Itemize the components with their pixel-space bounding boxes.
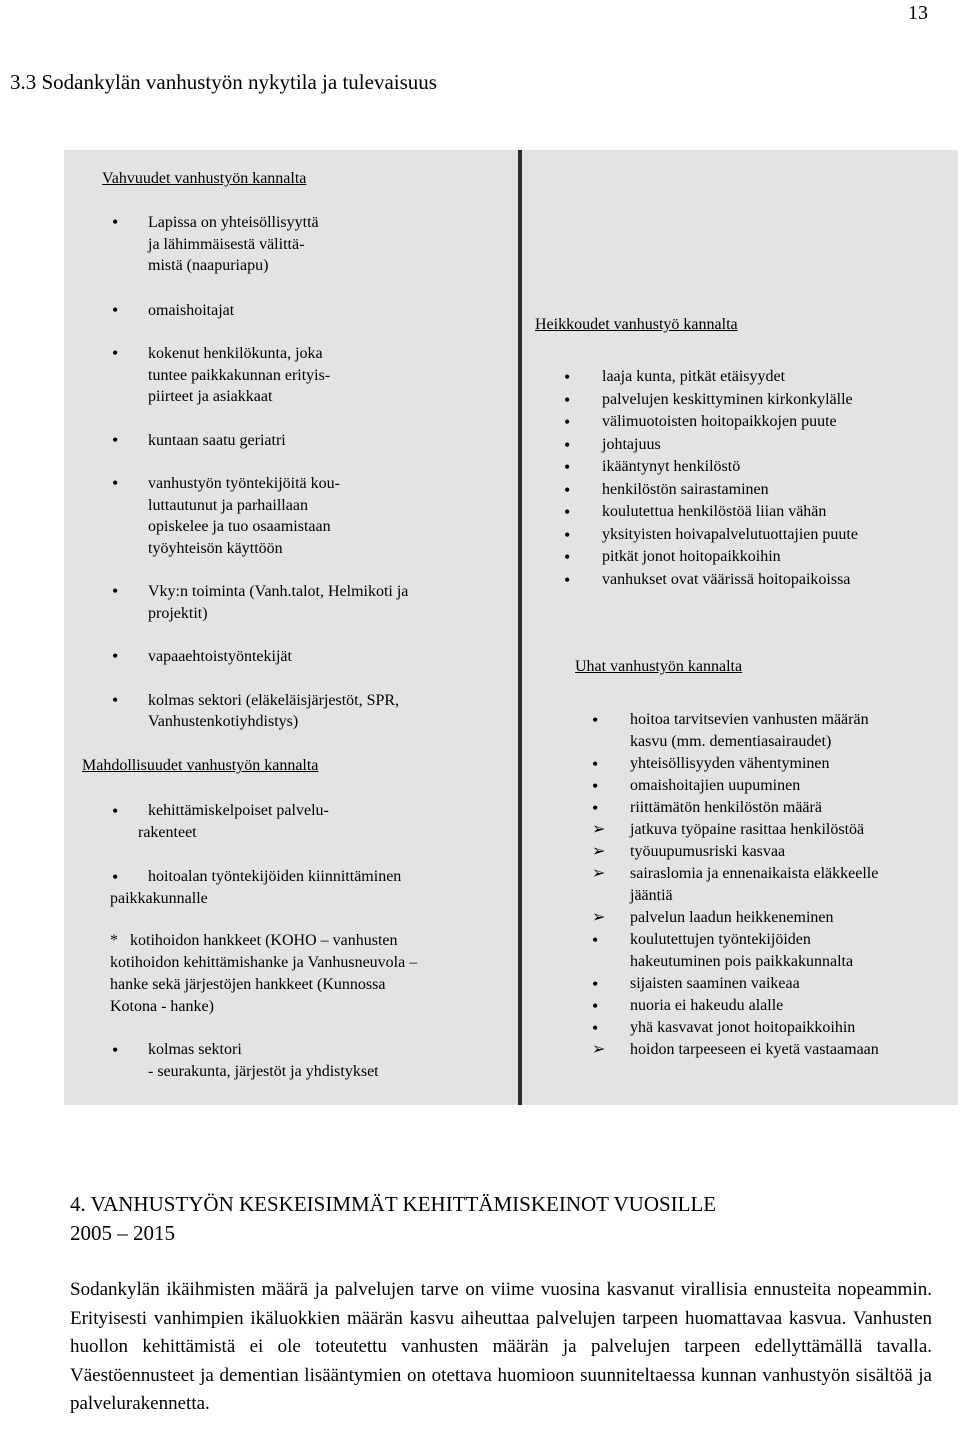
list-item-line: pitkät jonot hoitopaikkoihin xyxy=(602,548,781,565)
swot-divider xyxy=(518,150,522,1105)
list-item-line: tuntee paikkakunnan erityis- xyxy=(148,366,331,384)
opportunity-item-3 xyxy=(110,930,417,1018)
chapter-heading-line: 2005 – 2015 xyxy=(70,1221,175,1245)
opportunity-item-4 xyxy=(112,1039,379,1083)
list-item-line: mistä (naapuriapu) xyxy=(148,257,269,274)
list-item-line: laaja kunta, pitkät etäisyydet xyxy=(602,368,786,385)
list-item-line: ikääntynyt henkilöstö xyxy=(602,458,741,475)
bullet-icon: • xyxy=(112,801,119,821)
list-item xyxy=(592,841,950,863)
list-item-line: sairaslomia ja ennenaikaista eläkkeelle xyxy=(630,865,879,882)
bullet-icon: • xyxy=(564,479,571,500)
list-item xyxy=(592,819,950,841)
opportunity-line: Kotona - hanke) xyxy=(110,998,214,1015)
threats-title: Uhat vanhustyön kannalta xyxy=(575,658,743,675)
arrow-bullet-icon: ➢ xyxy=(592,1041,606,1058)
list-item xyxy=(564,479,942,502)
bullet-icon: • xyxy=(112,212,119,232)
list-item-line: vapaaehtoistyöntekijät xyxy=(148,648,292,665)
asterisk-marker: * xyxy=(110,932,118,949)
list-item-line: kolmas sektori (eläkeläisjärjestöt, SPR, xyxy=(148,691,400,709)
bullet-icon: • xyxy=(564,524,571,545)
opportunity-line: hoitoalan työntekijöiden kiinnittäminen xyxy=(148,868,402,885)
arrow-bullet-icon: ➢ xyxy=(592,843,606,860)
list-item xyxy=(592,1017,950,1039)
list-item xyxy=(112,646,498,668)
list-item-line: vanhukset ovat väärissä hoitopaikoissa xyxy=(602,570,851,588)
list-item xyxy=(564,501,942,524)
opportunity-item-1 xyxy=(112,800,329,844)
list-item xyxy=(112,473,498,559)
list-item-line: hakeutuminen pois paikkakunnalta xyxy=(630,953,854,970)
list-item xyxy=(112,343,498,408)
list-item-line: yhteisöllisyyden vähentyminen xyxy=(630,755,830,772)
list-item-line: projektit) xyxy=(148,604,208,622)
chapter-paragraph: Sodankylän ikäihmisten määrä ja palvelujen tarve on viime vuosina kasvanut virallisia ennusteita nopeammin. Erityisesti vanhimpien ikäluokkien määrän kasvu aiheuttaa palvelujen tarpeen huomattavaa kasvua. Vanhusten huollon kehittämistä ei ole toteutettu vanhusten määrän ja palvelujen tarpeen edellyttämällä tavalla. Väestöennusteet ja dementian lisääntymien on otettava huomioon suunniteltaessa kunnan vanhustyön sisältöä ja palvelurakennetta. xyxy=(70,1279,932,1414)
bullet-icon: • xyxy=(592,930,599,950)
list-item xyxy=(592,775,950,797)
list-item-line: opiskelee ja tuo osaamistaan xyxy=(148,518,331,535)
list-item-line: koulutettujen työntekijöiden xyxy=(630,931,811,948)
list-item xyxy=(564,456,942,479)
list-item-line: luttautunut ja parhaillaan xyxy=(148,496,308,514)
list-item-line: hoitoa tarvitsevien vanhusten määrän xyxy=(630,711,869,728)
list-item-line: palvelujen keskittyminen kirkonkylälle xyxy=(602,390,853,408)
list-item xyxy=(564,411,942,434)
bullet-icon: • xyxy=(592,974,599,994)
list-item xyxy=(112,299,498,322)
list-item xyxy=(112,581,498,624)
list-item xyxy=(564,546,942,569)
arrow-bullet-icon: ➢ xyxy=(592,865,606,882)
chapter-heading-line: 4. VANHUSTYÖN KESKEISIMMÄT KEHITTÄMISKEINOT VUOSILLE xyxy=(70,1192,717,1216)
opportunity-line: - seurakunta, järjestöt ja yhdistykset xyxy=(148,1063,379,1080)
opportunity-line: kehittämiskelpoiset palvelu- xyxy=(148,802,329,819)
list-item-line: kasvu (mm. dementiasairaudet) xyxy=(630,733,832,750)
list-item-line: omaishoitajien uupuminen xyxy=(630,777,801,794)
bullet-icon: • xyxy=(112,429,119,450)
list-item-line: sijaisten saaminen vaikeaa xyxy=(630,975,800,992)
opportunity-line: hanke sekä järjestöjen hankkeet (Kunnossa xyxy=(110,976,386,993)
list-item-line: kuntaan saatu geriatri xyxy=(148,431,286,449)
bullet-icon: • xyxy=(592,710,599,730)
bullet-icon: • xyxy=(592,996,599,1016)
opportunity-line: kolmas sektori xyxy=(148,1041,242,1058)
bullet-icon: • xyxy=(592,798,599,818)
bullet-icon: • xyxy=(564,434,571,455)
bullet-icon: • xyxy=(564,367,571,387)
bullet-icon: • xyxy=(564,547,571,567)
list-item-line: nuoria ei hakeudu alalle xyxy=(630,997,784,1014)
list-item-line: välimuotoisten hoitopaikkojen puute xyxy=(602,413,837,430)
threats-list xyxy=(592,709,950,1061)
list-item xyxy=(592,797,950,819)
list-item-line: johtajuus xyxy=(602,435,661,453)
opportunities-title: Mahdollisuudet vanhustyön kannalta xyxy=(82,757,319,774)
list-item xyxy=(112,429,498,452)
bullet-icon: • xyxy=(592,1018,599,1038)
arrow-bullet-icon: ➢ xyxy=(592,909,606,926)
list-item xyxy=(564,389,942,412)
weaknesses-title: Heikkoudet vanhustyö kannalta xyxy=(535,316,738,333)
list-item xyxy=(592,709,950,753)
list-item xyxy=(564,434,942,457)
bullet-icon: • xyxy=(112,343,119,363)
list-item-line: työuupumusriski kasvaa xyxy=(630,843,786,860)
list-item-line: jatkuva työpaine rasittaa henkilöstöä xyxy=(630,821,865,838)
bullet-icon: • xyxy=(112,581,119,601)
list-item-line: hoidon tarpeeseen ei kyetä vastaamaan xyxy=(630,1041,879,1058)
opportunity-item-2 xyxy=(110,866,401,910)
bullet-icon: • xyxy=(112,299,119,320)
list-item-line: Vky:n toiminta (Vanh.talot, Helmikoti ja xyxy=(148,583,409,600)
chapter-heading xyxy=(70,1190,932,1248)
bullet-icon: • xyxy=(564,502,571,522)
list-item-line: henkilöstön sairastaminen xyxy=(602,480,769,498)
list-item-line: Lapissa on yhteisöllisyyttä xyxy=(148,214,319,231)
bullet-icon: • xyxy=(564,457,571,477)
bullet-icon: • xyxy=(112,473,119,493)
list-item xyxy=(564,569,942,592)
list-item-line: piirteet ja asiakkaat xyxy=(148,388,273,405)
list-item-line: ja lähimmäisestä välittä- xyxy=(148,235,305,253)
bullet-icon: • xyxy=(112,867,119,887)
list-item xyxy=(592,973,950,995)
list-item-line: vanhustyön työntekijöitä kou- xyxy=(148,475,340,492)
list-item-line: työyhteisön käyttöön xyxy=(148,539,283,557)
list-item-line: Vanhustenkotiyhdistys) xyxy=(148,713,299,730)
list-item-line: koulutettua henkilöstöä liian vähän xyxy=(602,503,827,520)
list-item xyxy=(564,366,942,389)
bullet-icon: • xyxy=(112,689,119,710)
strengths-list xyxy=(112,212,498,733)
section-heading: 3.3 Sodankylän vanhustyön nykytila ja tulevaisuus xyxy=(10,70,437,94)
list-item-line: yksityisten hoivapalvelutuottajien puute xyxy=(602,525,858,543)
list-item-line: jääntiä xyxy=(630,887,673,904)
bullet-icon: • xyxy=(564,389,571,410)
list-item xyxy=(592,863,950,907)
list-item xyxy=(592,753,950,775)
arrow-bullet-icon: ➢ xyxy=(592,821,606,838)
list-item-line: palvelun laadun heikkeneminen xyxy=(630,909,834,926)
list-item xyxy=(112,689,498,733)
opportunity-line: kotihoidon kehittämishanke ja Vanhusneuvola – xyxy=(110,954,418,971)
strengths-title: Vahvuudet vanhustyön kannalta xyxy=(102,170,307,187)
list-item-line: kokenut henkilökunta, joka xyxy=(148,345,323,362)
weaknesses-list xyxy=(564,366,942,591)
bullet-icon: • xyxy=(564,412,571,432)
bullet-icon: • xyxy=(112,1040,119,1060)
list-item xyxy=(112,212,498,277)
opportunity-line: paikkakunnalle xyxy=(110,890,208,907)
page-number: 13 xyxy=(908,2,928,24)
list-item xyxy=(564,524,942,547)
bullet-icon: • xyxy=(592,776,599,796)
bullet-icon: • xyxy=(592,754,599,774)
list-item xyxy=(592,995,950,1017)
bullet-icon: • xyxy=(564,569,571,590)
list-item xyxy=(592,929,950,973)
list-item xyxy=(592,1039,950,1061)
list-item xyxy=(592,907,950,929)
list-item-line: riittämätön henkilöstön määrä xyxy=(630,799,822,816)
bullet-icon: • xyxy=(112,646,119,666)
list-item-line: omaishoitajat xyxy=(148,301,235,319)
list-item-line: yhä kasvavat jonot hoitopaikkoihin xyxy=(630,1019,856,1036)
opportunity-line: rakenteet xyxy=(138,824,197,841)
opportunity-line: kotihoidon hankkeet (KOHO – vanhusten xyxy=(130,932,398,949)
